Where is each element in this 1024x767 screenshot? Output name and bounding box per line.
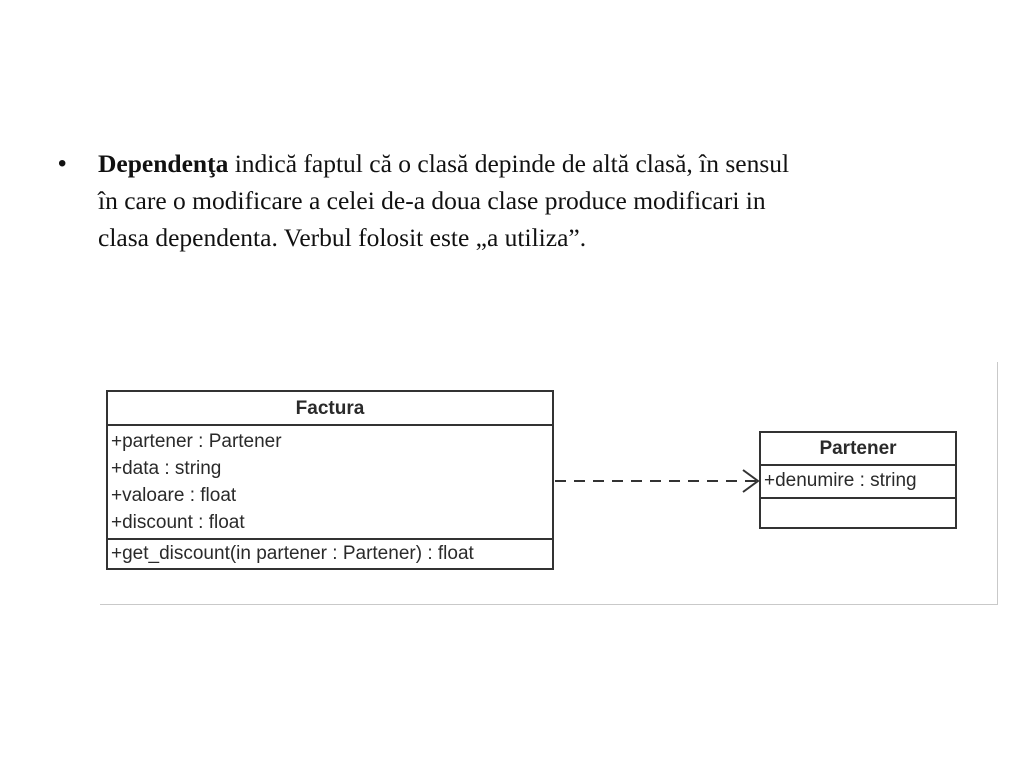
attribute-valoare: +valoare : float xyxy=(111,485,237,506)
bullet-line-2: în care o modificare a celei de-a doua clase produce modificari in xyxy=(98,186,766,215)
class-name-partener: Partener xyxy=(761,433,955,466)
bullet-line-1 xyxy=(98,145,968,182)
bullet-line-3: clasa dependenta. Verbul folosit este „a utiliza”. xyxy=(98,223,587,252)
attribute-data: +data : string xyxy=(111,458,222,479)
class-attributes-factura xyxy=(108,426,552,540)
class-name-factura: Factura xyxy=(108,392,552,426)
bullet-marker: • xyxy=(58,150,67,177)
bullet-line-1-rest: indică faptul că o clasă depinde de altă clasă, în sensul xyxy=(228,149,790,178)
attribute-partener: +partener : Partener xyxy=(111,431,282,452)
uml-class-factura xyxy=(106,390,554,570)
bullet-term: Dependenţa xyxy=(98,149,229,178)
class-attributes-partener xyxy=(761,466,955,499)
attribute-discount: +discount : float xyxy=(111,512,245,533)
uml-class-partener xyxy=(759,431,957,529)
class-operations-factura xyxy=(108,540,552,568)
operation-get-discount: +get_discount(in partener : Partener) : float xyxy=(111,543,474,564)
bullet-text xyxy=(98,145,968,256)
attribute-denumire: +denumire : string xyxy=(764,470,917,491)
class-operations-partener xyxy=(761,499,955,527)
